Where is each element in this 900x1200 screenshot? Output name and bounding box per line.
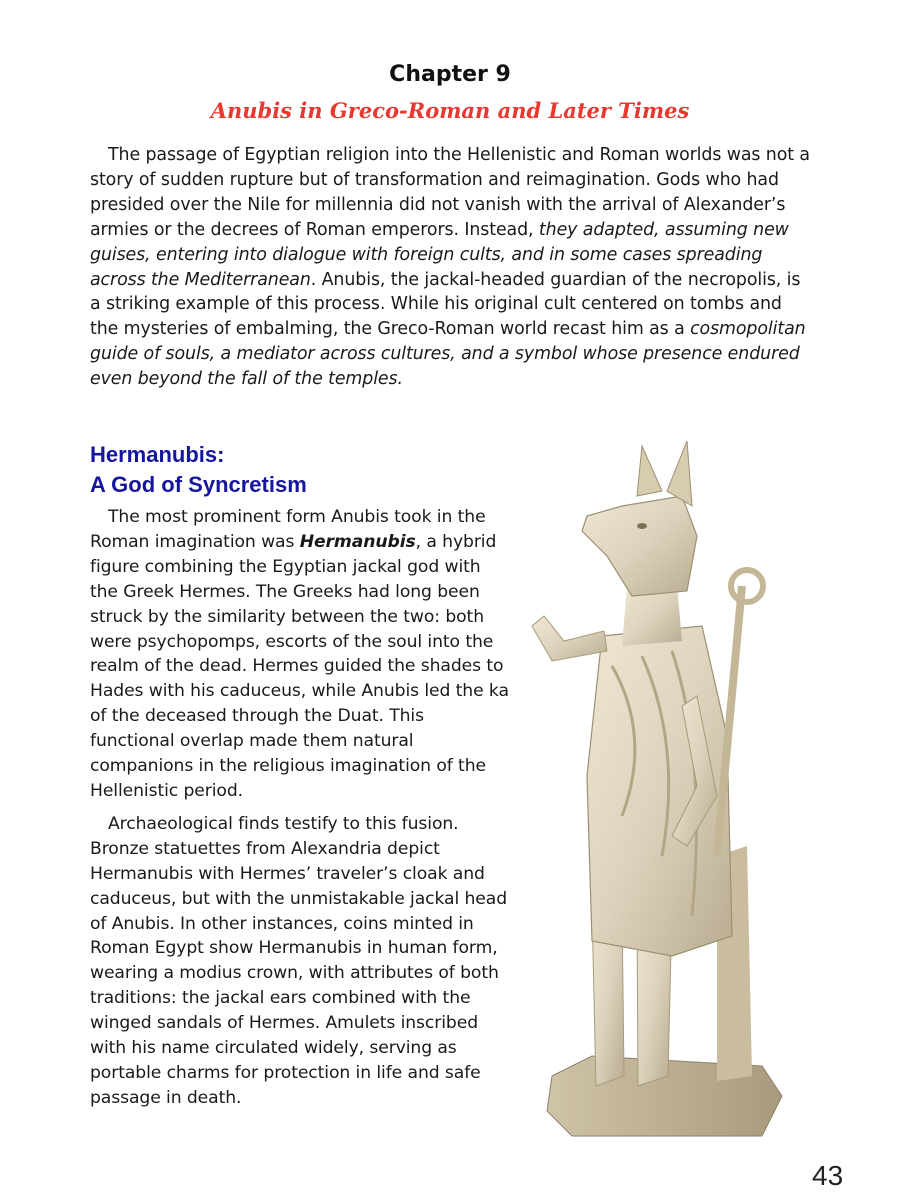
hermanubis-statue-image	[512, 436, 812, 1156]
chapter-title: Anubis in Greco-Roman and Later Times	[210, 98, 690, 123]
section-paragraph-1	[90, 505, 510, 804]
p1-after: , a hybrid figure combining the Egyptian jackal god with the Greek Hermes. The Greeks had long been struck by the similarity between the two: both were psychopomps, escorts of the soul into the realm of the dead. Hermes guided the shades to Hades with his caduceus, while Anubis led the ka of the deceased through the Duat. This functional overlap made them natural companions in the religious imagination of the Hellenistic period.	[90, 531, 509, 801]
chapter-number: Chapter 9	[389, 62, 511, 87]
section-heading-line1: Hermanubis:	[90, 442, 225, 467]
section-heading	[90, 440, 490, 500]
p1-bold-term: Hermanubis	[299, 531, 416, 552]
intro-italic-1: they adapted, assuming new guises, entering into dialogue with foreign cults, and in some cases spreading across the Mediterranean	[90, 219, 789, 290]
p1-before: The most prominent form Anubis took in the Roman imagination was	[90, 507, 486, 552]
section-paragraph-2: Archaeological finds testify to this fusion. Bronze statuettes from Alexandria depict Hermanubis with Hermes’ traveler’s cloak and caduceus, but with the unmistakable jackal head of Anubis. In other instances, coins minted in Roman Egypt show Hermanubis in human form, wearing a modius crown, with attributes of both traditions: the jackal ears combined with the winged sandals of Hermes. Amulets inscribed with his name circulated widely, serving as portable charms for protection in life and safe passage in death.	[90, 813, 508, 1108]
section-heading-line2: A God of Syncretism	[90, 472, 307, 497]
intro-text-2: . Anubis, the jackal-headed guardian of the necropolis, is a striking example of this process. While his original cult centered on tombs and the mysteries of embalming, the Greco-Roman world recast him as a	[90, 269, 801, 340]
intro-italic-2: cosmopolitan guide of souls, a mediator across cultures, and a symbol whose presence endured even beyond the fall of the temples.	[90, 319, 806, 390]
intro-paragraph	[90, 143, 810, 392]
page-number: 43	[812, 1160, 844, 1191]
section-body	[90, 505, 510, 1111]
intro-text-1: The passage of Egyptian religion into the Hellenistic and Roman worlds was not a story of sudden rupture but of transformation and reimagination. Gods who had presided over the Nile for millennia did not vanish with the arrival of Alexander’s armies or the decrees of Roman emperors. Instead,	[90, 145, 810, 240]
